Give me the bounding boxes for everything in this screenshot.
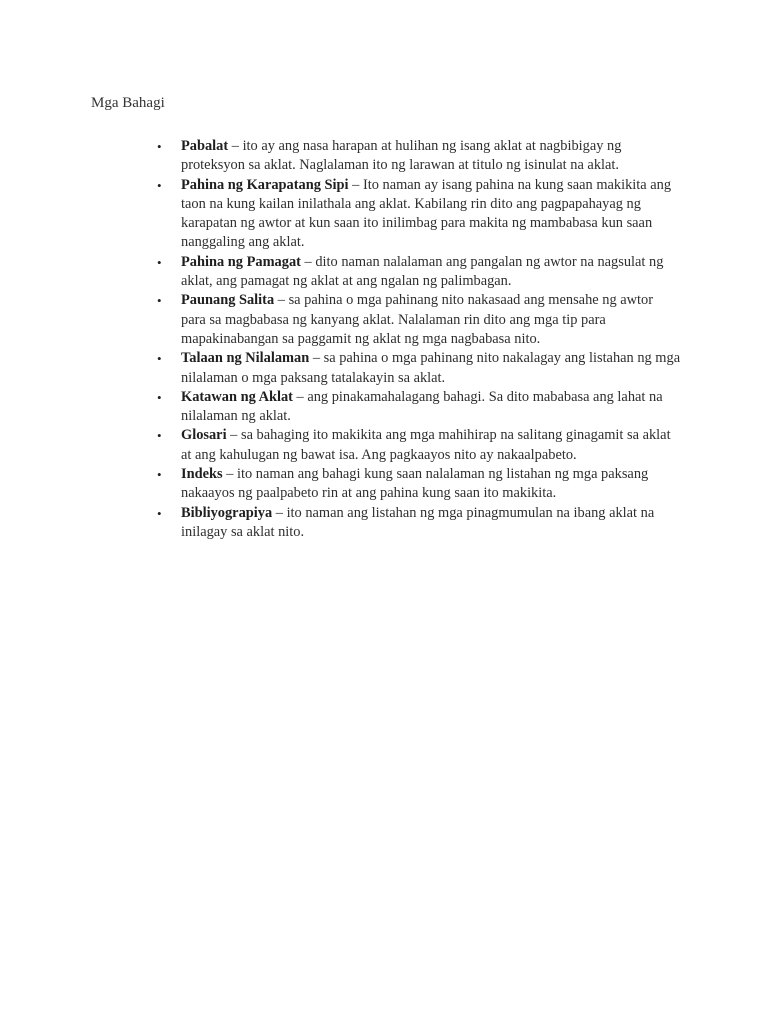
bullet-icon: •: [157, 467, 162, 483]
term-label: Katawan ng Aklat: [181, 388, 293, 405]
term-dash: –: [300, 253, 316, 270]
term-label: Talaan ng Nilalaman: [181, 350, 310, 367]
term-dash: –: [348, 176, 363, 193]
term-label: Paunang Salita: [181, 292, 275, 309]
term-label: Pahina ng Karapatang Sipi: [181, 176, 349, 193]
term-label: Indeks: [181, 466, 223, 483]
term-label: Pahina ng Pamagat: [181, 253, 301, 270]
term-description: sa pahina o mga pahinang nito nakasaad ang mensahe ng awtor para sa magbabasa ng kanyang aklat. Nalalaman rin dito ang mga tip para mapakinabangan sa paggamit ng aklat ng mga nagbabasa nito.: [181, 292, 654, 347]
list-item-paunang-salita: [157, 291, 681, 349]
bullet-icon: •: [157, 293, 162, 309]
bullet-icon: •: [157, 389, 162, 405]
list-item-talaan-ng-nilalaman: [157, 349, 681, 388]
term-label: Glosari: [181, 427, 227, 444]
term-description: ito ay ang nasa harapan at hulihan ng isang aklat at nagbibigay ng proteksyon sa aklat. Naglalaman ito ng larawan at titulo ng isinulat na aklat.: [181, 138, 622, 174]
page-heading: Mga Bahagi: [91, 95, 165, 111]
term-dash: –: [222, 466, 237, 483]
list-item-bibliyograpiya: [157, 504, 681, 543]
bullet-icon: •: [157, 254, 162, 270]
term-dash: –: [274, 292, 289, 309]
term-description: sa bahaging ito makikita ang mga mahihirap na salitang ginagamit sa aklat at ang kahulugan ng bawat isa. Ang pagkaayos nito ay nakaalpabeto.: [181, 427, 671, 463]
term-dash: –: [228, 138, 243, 154]
term-description: dito naman nalalaman ang pangalan ng awtor na nagsulat ng aklat, ang pamagat ng aklat at ang ngalan ng palimbagan.: [181, 253, 664, 290]
list-item-katawan-ng-aklat: [157, 388, 681, 427]
term-description: ito naman ang listahan ng mga pinagmumulan na ibang aklat na inilagay sa aklat nito.: [181, 504, 655, 540]
term-description: sa pahina o mga pahinang nito nakalagay ang listahan ng mga nilalaman o mga paksang tatalakayin sa aklat.: [181, 350, 681, 386]
term-dash: –: [309, 350, 324, 367]
term-description: ang pinakamahalagang bahagi. Sa dito mababasa ang lahat na nilalaman ng aklat.: [181, 388, 663, 425]
bullet-icon: •: [157, 177, 162, 193]
bullet-icon: •: [157, 428, 162, 444]
bullet-icon: •: [157, 351, 162, 367]
term-dash: –: [272, 504, 287, 521]
bullet-icon: •: [157, 505, 162, 521]
term-description: ito naman ang bahagi kung saan nalalaman ng listahan ng mga paksang nakaayos ng paalpabeto rin at ang pahina kung saan ito makikita.: [181, 466, 649, 502]
list-item-pabalat: [157, 137, 681, 176]
list-item-pahina-ng-karapatang-sipi: [157, 176, 681, 253]
list-item-indeks: [157, 465, 681, 504]
term-list: [157, 137, 681, 542]
term-label: Pabalat: [181, 138, 229, 154]
term-dash: –: [226, 427, 241, 444]
term-dash: –: [292, 388, 308, 405]
term-description: Ito naman ay isang pahina na kung saan makikita ang taon na kung kailan inilathala ang aklat. Kabilang rin dito ang pagpapahayag ng karapatan ng awtor at kun saan ito inilimbag para makita ng mambabasa kun saan nanggaling ang aklat.: [181, 176, 672, 251]
bullet-icon: •: [157, 139, 162, 154]
list-item-pahina-ng-pamagat: [157, 253, 681, 292]
list-item-glosari: [157, 426, 681, 465]
term-label: Bibliyograpiya: [181, 504, 273, 521]
